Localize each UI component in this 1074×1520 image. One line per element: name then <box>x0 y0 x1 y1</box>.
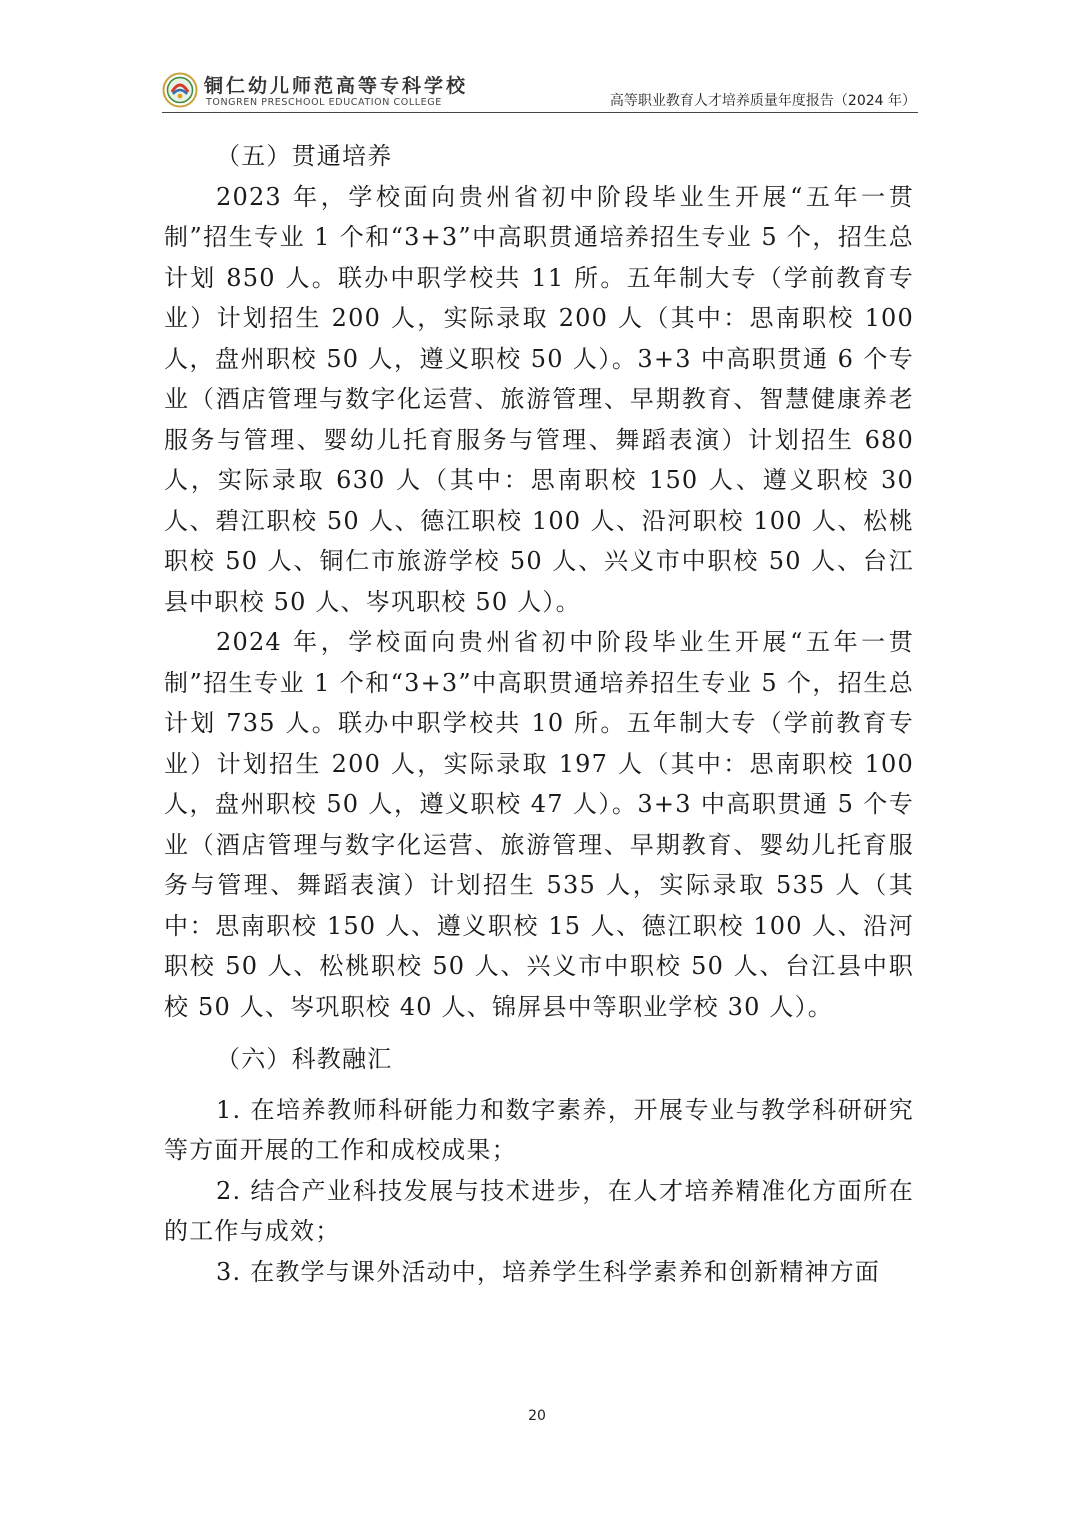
paragraph-2024: 2024 年，学校面向贵州省初中阶段毕业生开展“五年一贯制”招生专业 1 个和“3+3”中高职贯通培养招生专业 5 个，招生总计划 735 人。联办中职学校共 10 所。五年制大专（学前教育专业）计划招生 200 人，实际录取 197 人（其中：思南职校 100 人，盘州职校 50 人，遵义职校 47 人）。3+3 中高职贯通 5 个专业（酒店管理与数字化运营、旅游管理、早期教育、婴幼儿托育服务与管理、舞蹈表演）计划招生 535 人，实际录取 535 人（其中：思南职校 150 人、遵义职校 15 人、德江职校 100 人、沿河职校 50 人、松桃职校 50 人、兴义市中职校 50 人、台江县中职校 50 人、岑巩职校 40 人、锦屏县中等职业学校 30 人）。 <box>164 628 914 1021</box>
page-header <box>162 70 918 113</box>
paragraph-2023: 2023 年，学校面向贵州省初中阶段毕业生开展“五年一贯制”招生专业 1 个和“3+3”中高职贯通培养招生专业 5 个，招生总计划 850 人。联办中职学校共 11 所。五年制大专（学前教育专业）计划招生 200 人，实际录取 200 人（其中：思南职校 100 人，盘州职校 50 人，遵义职校 50 人）。3+3 中高职贯通 6 个专业（酒店管理与数字化运营、旅游管理、早期教育、智慧健康养老服务与管理、婴幼儿托育服务与管理、舞蹈表演）计划招生 680 人，实际录取 630 人（其中：思南职校 150 人、遵义职校 30 人、碧江职校 50 人、德江职校 100 人、沿河职校 100 人、松桃职校 50 人、铜仁市旅游学校 50 人、兴义市中职校 50 人、台江县中职校 50 人、岑巩职校 50 人）。 <box>164 182 914 616</box>
list-item-1: 1. 在培养教师科研能力和数字素养，开展专业与教学科研研究等方面开展的工作和成校成果； <box>164 1095 914 1164</box>
report-title: 高等职业教育人才培养质量年度报告（2024 年） <box>609 93 916 109</box>
school-logo-icon <box>162 72 198 108</box>
section-heading-5: （五）贯通培养 <box>216 142 393 170</box>
page-content <box>164 136 914 1292</box>
section-heading-6: （六）科教融汇 <box>216 1045 393 1073</box>
page-number: 20 <box>528 1408 546 1424</box>
school-name-en: TONGREN PRESCHOOL EDUCATION COLLEGE <box>206 97 442 108</box>
list-item-2: 2. 结合产业科技发展与技术进步，在人才培养精准化方面所在的工作与成效； <box>164 1176 914 1245</box>
school-name-cn: 铜仁幼儿师范高等专科学校 <box>204 75 469 97</box>
list-item-3: 3. 在教学与课外活动中，培养学生科学素养和创新精神方面 <box>216 1257 881 1286</box>
